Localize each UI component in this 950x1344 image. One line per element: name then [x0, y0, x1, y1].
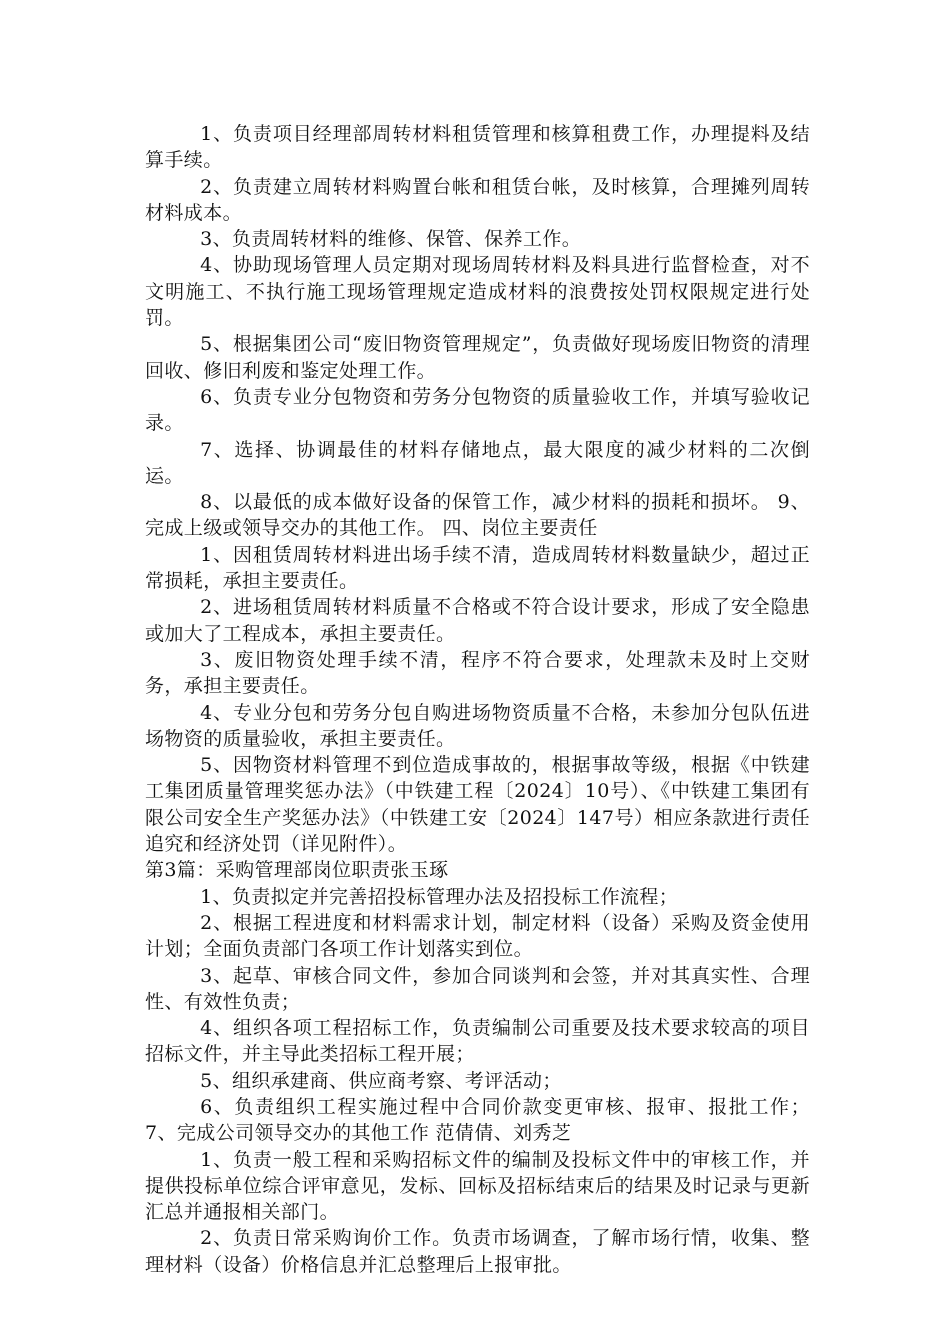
paragraph-21: 1、负责一般工程和采购招标文件的编制及投标文件中的审核工作，并提供投标单位综合评审意见，发标、回标及招标结束后的结果及时记录与更新汇总并通报相关部门。 [145, 1148, 810, 1224]
paragraph-13: 5、因物资材料管理不到位造成事故的，根据事故等级，根据《中铁建工集团质量管理奖惩办法》（中铁建工程〔2024〕10号）、《中铁建工集团有限公司安全生产奖惩办法》（中铁建工安〔2024〕147号）相应条款进行责任追究和经济处罚（详见附件）。 [145, 754, 810, 856]
paragraph-8: 8、以最低的成本做好设备的保管工作，减少材料的损耗和损坏。 9、完成上级或领导交办的其他工作。 四、岗位主要责任 [145, 491, 810, 540]
paragraph-7: 7、选择、协调最佳的材料存储地点，最大限度的减少材料的二次倒运。 [145, 438, 810, 487]
paragraph-19: 5、组织承建商、供应商考察、考评活动； [200, 1069, 562, 1092]
paragraph-17: 3、起草、审核合同文件，参加合同谈判和会签，并对其真实性、合理性、有效性负责； [145, 964, 810, 1013]
paragraph-2: 2、负责建立周转材料购置台帐和租赁台帐，及时核算，合理摊列周转材料成本。 [145, 175, 810, 224]
paragraph-5: 5、根据集团公司“废旧物资管理规定”，负责做好现场废旧物资的清理回收、修旧利废和鉴定处理工作。 [145, 333, 810, 382]
paragraph-15: 1、负责拟定并完善招投标管理办法及招投标工作流程； [200, 885, 679, 908]
paragraph-16: 2、根据工程进度和材料需求计划，制定材料（设备）采购及资金使用计划；全面负责部门各项工作计划落实到位。 [145, 911, 810, 961]
paragraph-22: 2、负责日常采购询价工作。负责市场调查，了解市场行情，收集、整理材料（设备）价格信息并汇总整理后上报审批。 [145, 1227, 810, 1276]
paragraph-4: 4、协助现场管理人员定期对现场周转材料及料具进行监督检查，对不文明施工、不执行施工现场管理规定造成材料的浪费按处罚权限规定进行处罚。 [145, 254, 810, 330]
paragraph-6: 6、负责专业分包物资和劳务分包物资的质量验收工作，并填写验收记录。 [145, 385, 810, 435]
paragraph-3: 3、负责周转材料的维修、保管、保养工作。 [200, 228, 582, 251]
paragraph-12: 4、专业分包和劳务分包自购进场物资质量不合格，未参加分包队伍进场物资的质量验收，承担主要责任。 [145, 701, 810, 750]
paragraph-9: 1、因租赁周转材料进出场手续不清，造成周转材料数量缺少，超过正常损耗，承担主要责任。 [145, 543, 810, 593]
paragraph-11: 3、废旧物资处理手续不清，程序不符合要求，处理款未及时上交财务，承担主要责任。 [145, 648, 810, 698]
paragraph-10: 2、进场租赁周转材料质量不合格或不符合设计要求，形成了安全隐患或加大了工程成本，承担主要责任。 [145, 596, 810, 645]
section-heading: 第3篇：采购管理部岗位职责张玉琢 [145, 859, 449, 882]
paragraph-1: 1、负责项目经理部周转材料租赁管理和核算租费工作，办理提料及结算手续。 [145, 123, 810, 172]
document-body [145, 121, 810, 1278]
paragraph-18: 4、组织各项工程招标工作，负责编制公司重要及技术要求较高的项目招标文件，并主导此类招标工程开展； [145, 1017, 810, 1066]
paragraph-20: 6、负责组织工程实施过程中合同价款变更审核、报审、报批工作； 7、完成公司领导交办的其他工作 范倩倩、刘秀芝 [145, 1095, 810, 1145]
